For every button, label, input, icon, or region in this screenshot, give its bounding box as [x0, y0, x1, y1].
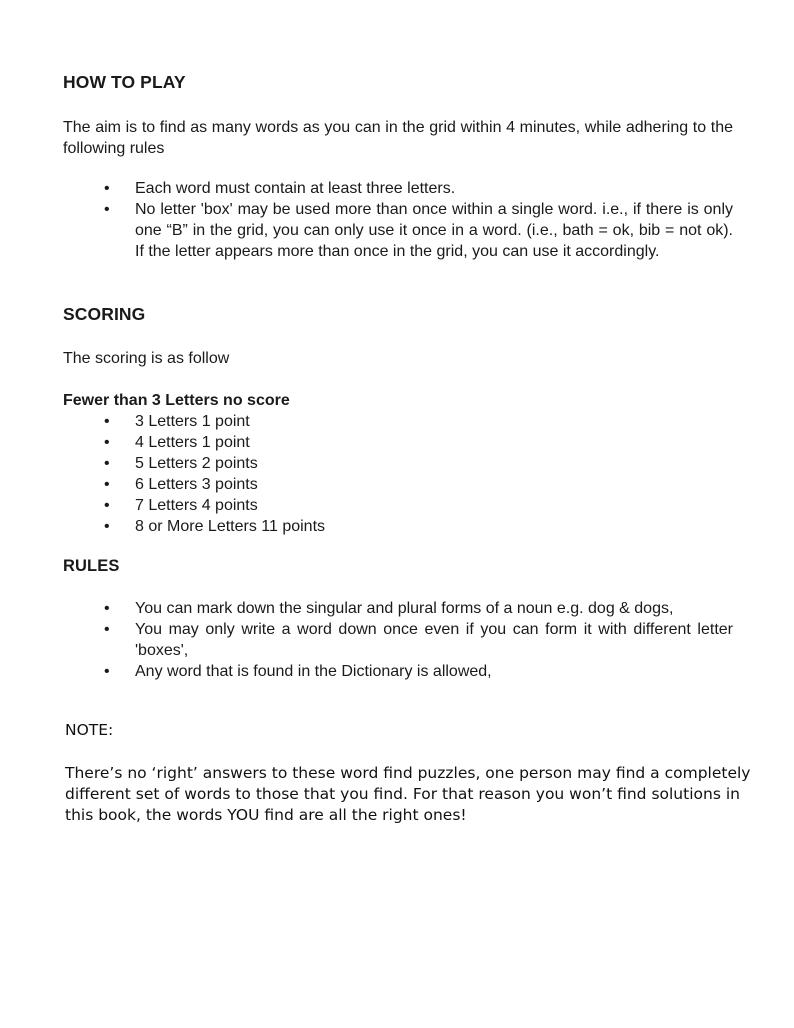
rule-text: Each word must contain at least three letters.	[135, 180, 456, 197]
list-item	[0, 661, 733, 682]
rules-list	[0, 598, 733, 682]
bullet-icon: •	[104, 518, 110, 535]
note-text: There’s no ‘right’ answers to these word find puzzles, one person may find a completely different set of words to those that you find. For that reason you won’t find solutions in this book, the words YOU find are all the right ones!	[65, 764, 751, 824]
list-item	[0, 199, 733, 262]
bullet-icon: •	[104, 201, 110, 218]
bullet-icon: •	[104, 497, 110, 514]
bullet-icon: •	[104, 180, 110, 197]
score-text: 4 Letters 1 point	[135, 434, 250, 451]
no-score-line: Fewer than 3 Letters no score	[63, 392, 290, 409]
bullet-icon: •	[104, 413, 110, 430]
score-text: 8 or More Letters 11 points	[135, 518, 326, 535]
rule-text: You may only write a word down once even if you can form it with different letter 'boxes',	[135, 621, 733, 659]
list-item	[0, 178, 733, 199]
score-text: 6 Letters 3 points	[135, 476, 258, 493]
list-item	[0, 495, 695, 516]
how-to-play-intro: The aim is to find as many words as you can in the grid within 4 minutes, while adhering to the following rules	[63, 119, 733, 157]
how-to-play-rules-list	[0, 178, 733, 262]
list-item	[0, 619, 733, 661]
list-item	[0, 598, 733, 619]
how-to-play-heading: HOW TO PLAY	[63, 72, 186, 92]
rules-heading: RULES	[63, 557, 120, 575]
list-item	[0, 432, 695, 453]
list-item	[0, 474, 695, 495]
bullet-icon: •	[104, 600, 110, 617]
list-item	[0, 516, 695, 537]
rule-text: No letter 'box' may be used more than once within a single word. i.e., if there is only one “B” in the grid, you can only use it once in a word. (i.e., bath = ok, bib = not ok). If the letter appears more than once in the grid, you can use it accordingly.	[135, 201, 733, 260]
rule-text: Any word that is found in the Dictionary is allowed,	[135, 663, 492, 680]
rule-text: You can mark down the singular and plural forms of a noun e.g. dog & dogs,	[135, 600, 674, 617]
scoring-intro: The scoring is as follow	[63, 350, 230, 367]
score-text: 7 Letters 4 points	[135, 497, 258, 514]
score-text: 5 Letters 2 points	[135, 455, 258, 472]
list-item	[0, 411, 695, 432]
note-label: NOTE:	[65, 721, 114, 739]
bullet-icon: •	[104, 621, 110, 638]
list-item	[0, 453, 695, 474]
bullet-icon: •	[104, 455, 110, 472]
bullet-icon: •	[104, 663, 110, 680]
bullet-icon: •	[104, 476, 110, 493]
score-text: 3 Letters 1 point	[135, 413, 250, 430]
scoring-list	[0, 411, 695, 537]
scoring-heading: SCORING	[63, 304, 146, 324]
bullet-icon: •	[104, 434, 110, 451]
